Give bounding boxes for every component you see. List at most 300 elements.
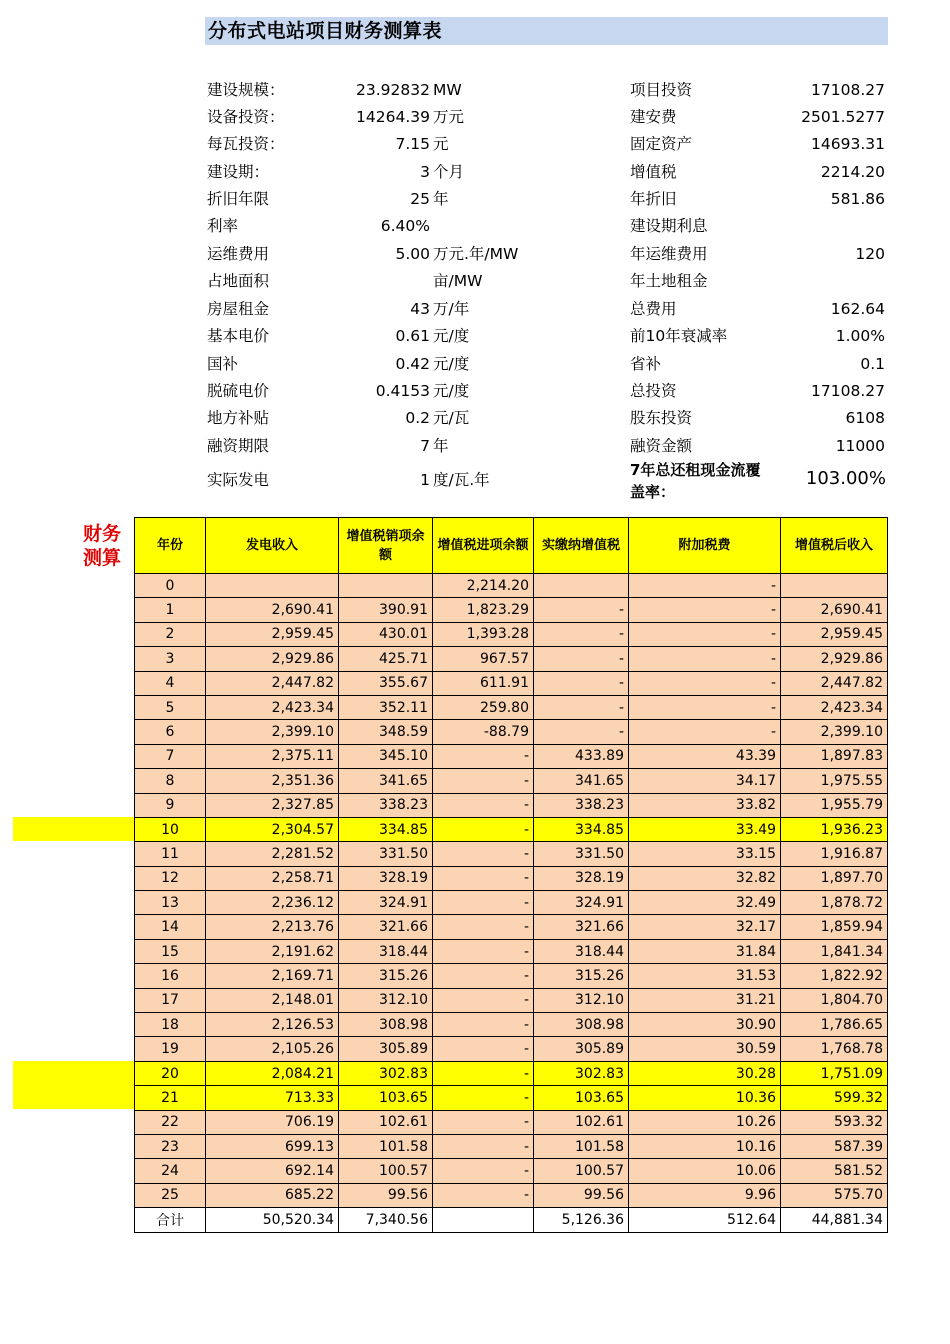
param-value: 43: [410, 300, 430, 318]
param-right-label: 年土地租金: [630, 272, 708, 290]
value-cell: 1,916.87: [781, 842, 888, 866]
value-cell: 1,786.65: [781, 1013, 888, 1037]
value-cell: 2,399.10: [781, 720, 888, 744]
param-label: 实际发电: [207, 471, 270, 489]
year-cell: 6: [135, 720, 206, 744]
param-label: 每瓦投资：: [207, 135, 285, 153]
value-cell: 2,959.45: [206, 622, 339, 646]
value-cell: 1,751.09: [781, 1061, 888, 1085]
param-right-label: 增值税: [630, 163, 677, 181]
year-cell: 1: [135, 598, 206, 622]
param-value: 0.4153: [375, 382, 430, 400]
param-value: 0.61: [395, 327, 430, 345]
value-cell: -: [629, 720, 781, 744]
table-row: [135, 1013, 888, 1037]
value-cell: 33.82: [629, 793, 781, 817]
value-cell: 2,148.01: [206, 988, 339, 1012]
year-cell: 19: [135, 1037, 206, 1061]
value-cell: 101.58: [534, 1134, 629, 1158]
value-cell: 1,841.34: [781, 939, 888, 963]
value-cell: 1,393.28: [433, 622, 534, 646]
coverage-label-cont: 盖率：: [630, 483, 676, 501]
param-right-value: 581.86: [830, 190, 885, 208]
value-cell: 101.58: [339, 1134, 433, 1158]
value-cell: 1,804.70: [781, 988, 888, 1012]
total-cell: 7,340.56: [339, 1208, 433, 1232]
value-cell: 338.23: [339, 793, 433, 817]
table-row: [135, 1183, 888, 1207]
table-row: [135, 647, 888, 671]
param-right-label: 股东投资: [630, 409, 693, 427]
param-unit: 元/度: [433, 355, 470, 373]
table-row: [135, 817, 888, 841]
value-cell: 99.56: [534, 1183, 629, 1207]
value-cell: 2,191.62: [206, 939, 339, 963]
value-cell: 2,105.26: [206, 1037, 339, 1061]
column-header: 实缴纳增值税: [534, 518, 629, 574]
param-value: 5.00: [395, 245, 430, 263]
value-cell: 100.57: [339, 1159, 433, 1183]
value-cell: 425.71: [339, 647, 433, 671]
year-cell: 8: [135, 769, 206, 793]
year-cell: 2: [135, 622, 206, 646]
value-cell: 2,423.34: [206, 695, 339, 719]
column-header: 年份: [135, 518, 206, 574]
param-right-value: 2501.5277: [801, 108, 885, 126]
value-cell: -: [629, 622, 781, 646]
value-cell: -: [629, 574, 781, 598]
value-cell: 2,375.11: [206, 744, 339, 768]
param-label: 房屋租金: [207, 300, 270, 318]
param-right-label: 省补: [630, 355, 662, 373]
param-label: 折旧年限: [207, 190, 270, 208]
value-cell: 30.28: [629, 1061, 781, 1085]
param-unit: 个月: [433, 163, 465, 181]
value-cell: 2,929.86: [206, 647, 339, 671]
param-right-label: 总费用: [630, 300, 677, 318]
param-value: 14264.39: [356, 108, 430, 126]
param-right-label: 建设期利息: [630, 217, 708, 235]
value-cell: 30.59: [629, 1037, 781, 1061]
value-cell: 575.70: [781, 1183, 888, 1207]
value-cell: 1,823.29: [433, 598, 534, 622]
value-cell: -: [534, 622, 629, 646]
table-row: [135, 671, 888, 695]
value-cell: 43.39: [629, 744, 781, 768]
param-label: 利率: [207, 217, 239, 235]
value-cell: -: [433, 769, 534, 793]
value-cell: 599.32: [781, 1086, 888, 1110]
total-cell: 5,126.36: [534, 1208, 629, 1232]
value-cell: 32.17: [629, 915, 781, 939]
param-value: 3: [420, 163, 430, 181]
year-cell: 13: [135, 891, 206, 915]
param-label: 占地面积: [207, 272, 270, 290]
table-row: [135, 1037, 888, 1061]
param-label: 融资期限: [207, 437, 270, 455]
year-cell: 5: [135, 695, 206, 719]
total-row: [135, 1208, 888, 1232]
year-cell: 22: [135, 1110, 206, 1134]
value-cell: 318.44: [534, 939, 629, 963]
value-cell: 321.66: [534, 915, 629, 939]
param-right-value: 162.64: [830, 300, 885, 318]
value-cell: 2,126.53: [206, 1013, 339, 1037]
year-cell: 18: [135, 1013, 206, 1037]
total-cell: [433, 1208, 534, 1232]
year-cell: 20: [135, 1061, 206, 1085]
column-header: 增值税进项余额: [433, 518, 534, 574]
value-cell: -: [534, 671, 629, 695]
value-cell: 31.53: [629, 964, 781, 988]
param-value: 0.42: [395, 355, 430, 373]
param-value: 1: [420, 471, 430, 489]
value-cell: 31.21: [629, 988, 781, 1012]
table-row: [135, 939, 888, 963]
table-row: [135, 720, 888, 744]
param-right-value: 11000: [835, 437, 885, 455]
value-cell: 345.10: [339, 744, 433, 768]
value-cell: 2,929.86: [781, 647, 888, 671]
value-cell: -: [629, 598, 781, 622]
value-cell: 318.44: [339, 939, 433, 963]
row-highlight-strip: [13, 817, 135, 841]
value-cell: -: [433, 817, 534, 841]
table-row: [135, 891, 888, 915]
year-cell: 3: [135, 647, 206, 671]
param-right-label: 项目投资: [630, 81, 693, 99]
value-cell: 10.16: [629, 1134, 781, 1158]
value-cell: 1,822.92: [781, 964, 888, 988]
column-header: 增值税销项余额: [339, 518, 433, 574]
value-cell: 34.17: [629, 769, 781, 793]
param-right-label: 固定资产: [630, 135, 693, 153]
value-cell: 324.91: [534, 891, 629, 915]
param-right-value: 120: [855, 245, 885, 263]
param-value: 0.2: [405, 409, 430, 427]
year-cell: 16: [135, 964, 206, 988]
value-cell: 341.65: [534, 769, 629, 793]
value-cell: 692.14: [206, 1159, 339, 1183]
param-value: 25: [410, 190, 430, 208]
value-cell: 341.65: [339, 769, 433, 793]
year-cell: 12: [135, 866, 206, 890]
table-row: [135, 598, 888, 622]
value-cell: 699.13: [206, 1134, 339, 1158]
value-cell: 1,936.23: [781, 817, 888, 841]
value-cell: -: [433, 964, 534, 988]
param-label: 建设期：: [207, 163, 270, 181]
param-right-value: 6108: [845, 409, 885, 427]
value-cell: 2,447.82: [781, 671, 888, 695]
value-cell: 355.67: [339, 671, 433, 695]
value-cell: 33.15: [629, 842, 781, 866]
value-cell: 2,258.71: [206, 866, 339, 890]
value-cell: -88.79: [433, 720, 534, 744]
total-label: 合计: [135, 1208, 206, 1232]
value-cell: 302.83: [339, 1061, 433, 1085]
param-label: 基本电价: [207, 327, 270, 345]
year-cell: 17: [135, 988, 206, 1012]
table-row: [135, 964, 888, 988]
value-cell: 102.61: [339, 1110, 433, 1134]
year-cell: 4: [135, 671, 206, 695]
value-cell: 1,897.83: [781, 744, 888, 768]
column-header: 附加税费: [629, 518, 781, 574]
value-cell: 1,859.94: [781, 915, 888, 939]
year-cell: 9: [135, 793, 206, 817]
value-cell: 328.19: [534, 866, 629, 890]
value-cell: 2,447.82: [206, 671, 339, 695]
value-cell: -: [433, 915, 534, 939]
param-label: 地方补贴: [207, 409, 270, 427]
value-cell: 305.89: [339, 1037, 433, 1061]
year-cell: 10: [135, 817, 206, 841]
year-cell: 15: [135, 939, 206, 963]
value-cell: 348.59: [339, 720, 433, 744]
value-cell: 32.49: [629, 891, 781, 915]
value-cell: 390.91: [339, 598, 433, 622]
side-label-line2: 测算: [82, 547, 121, 569]
year-cell: 14: [135, 915, 206, 939]
value-cell: -: [433, 1183, 534, 1207]
value-cell: 593.32: [781, 1110, 888, 1134]
table-header-row: [135, 518, 888, 574]
param-right-value: 1.00%: [835, 327, 885, 345]
param-right-value: 0.1: [860, 355, 885, 373]
table-row: [135, 915, 888, 939]
value-cell: 1,955.79: [781, 793, 888, 817]
year-cell: 11: [135, 842, 206, 866]
year-cell: 24: [135, 1159, 206, 1183]
param-right-label: 年折旧: [630, 190, 677, 208]
value-cell: -: [433, 939, 534, 963]
financial-table: [134, 517, 888, 1233]
value-cell: -: [629, 647, 781, 671]
year-cell: 0: [135, 574, 206, 598]
param-label: 国补: [207, 355, 239, 373]
year-cell: 7: [135, 744, 206, 768]
value-cell: 338.23: [534, 793, 629, 817]
table-row: [135, 988, 888, 1012]
value-cell: -: [433, 1037, 534, 1061]
value-cell: 685.22: [206, 1183, 339, 1207]
table-row: [135, 769, 888, 793]
param-unit: 元/瓦: [433, 409, 470, 427]
value-cell: 100.57: [534, 1159, 629, 1183]
value-cell: -: [534, 647, 629, 671]
value-cell: 33.49: [629, 817, 781, 841]
value-cell: 2,213.76: [206, 915, 339, 939]
param-unit: 元/度: [433, 327, 470, 345]
year-cell: 23: [135, 1134, 206, 1158]
value-cell: -: [534, 695, 629, 719]
param-unit: 亩/MW: [433, 272, 483, 290]
param-value: 23.92832: [356, 81, 430, 99]
value-cell: 433.89: [534, 744, 629, 768]
value-cell: 2,959.45: [781, 622, 888, 646]
value-cell: 305.89: [534, 1037, 629, 1061]
table-row: [135, 842, 888, 866]
param-right-value: 14693.31: [811, 135, 885, 153]
value-cell: 315.26: [534, 964, 629, 988]
value-cell: 328.19: [339, 866, 433, 890]
value-cell: -: [433, 1086, 534, 1110]
value-cell: 334.85: [339, 817, 433, 841]
param-unit: 年: [433, 437, 449, 455]
value-cell: 10.06: [629, 1159, 781, 1183]
value-cell: 308.98: [339, 1013, 433, 1037]
table-row: [135, 793, 888, 817]
value-cell: -: [629, 695, 781, 719]
value-cell: 2,169.71: [206, 964, 339, 988]
value-cell: 2,084.21: [206, 1061, 339, 1085]
value-cell: 2,327.85: [206, 793, 339, 817]
param-right-value: 17108.27: [811, 382, 885, 400]
value-cell: -: [534, 720, 629, 744]
value-cell: 99.56: [339, 1183, 433, 1207]
value-cell: -: [433, 1110, 534, 1134]
value-cell: 581.52: [781, 1159, 888, 1183]
value-cell: 31.84: [629, 939, 781, 963]
year-cell: 25: [135, 1183, 206, 1207]
param-unit: 度/瓦.年: [433, 471, 490, 489]
value-cell: [781, 574, 888, 598]
value-cell: 713.33: [206, 1086, 339, 1110]
value-cell: [534, 574, 629, 598]
value-cell: 1,878.72: [781, 891, 888, 915]
param-unit: 万/年: [433, 300, 470, 318]
row-highlight-strip: [13, 1061, 135, 1085]
row-highlight-strip: [13, 1085, 135, 1109]
value-cell: 102.61: [534, 1110, 629, 1134]
value-cell: 611.91: [433, 671, 534, 695]
value-cell: 312.10: [339, 988, 433, 1012]
table-row: [135, 1159, 888, 1183]
param-unit: 万元: [433, 108, 465, 126]
param-unit: 元: [433, 135, 449, 153]
table-row: [135, 622, 888, 646]
value-cell: 9.96: [629, 1183, 781, 1207]
value-cell: 967.57: [433, 647, 534, 671]
value-cell: 1,897.70: [781, 866, 888, 890]
value-cell: -: [433, 988, 534, 1012]
value-cell: 352.11: [339, 695, 433, 719]
table-row: [135, 1061, 888, 1085]
side-label: [78, 522, 126, 570]
value-cell: 308.98: [534, 1013, 629, 1037]
param-unit: MW: [433, 81, 462, 99]
value-cell: 2,423.34: [781, 695, 888, 719]
param-unit: 元/度: [433, 382, 470, 400]
value-cell: [339, 574, 433, 598]
value-cell: 324.91: [339, 891, 433, 915]
value-cell: -: [433, 1134, 534, 1158]
year-cell: 21: [135, 1086, 206, 1110]
column-header: 增值税后收入: [781, 518, 888, 574]
value-cell: -: [433, 744, 534, 768]
value-cell: 2,214.20: [433, 574, 534, 598]
value-cell: -: [534, 598, 629, 622]
side-label-line1: 财务: [82, 523, 121, 545]
value-cell: 103.65: [339, 1086, 433, 1110]
value-cell: 331.50: [339, 842, 433, 866]
value-cell: 321.66: [339, 915, 433, 939]
value-cell: -: [629, 671, 781, 695]
param-label: 建设规模：: [207, 81, 285, 99]
value-cell: 302.83: [534, 1061, 629, 1085]
param-unit: 万元.年/MW: [433, 245, 519, 263]
param-unit: 年: [433, 190, 449, 208]
table-row: [135, 1110, 888, 1134]
param-right-label: 融资金额: [630, 437, 693, 455]
value-cell: 103.65: [534, 1086, 629, 1110]
value-cell: 10.26: [629, 1110, 781, 1134]
value-cell: 32.82: [629, 866, 781, 890]
table-row: [135, 574, 888, 598]
param-right-value: 17108.27: [811, 81, 885, 99]
total-cell: 44,881.34: [781, 1208, 888, 1232]
value-cell: -: [433, 866, 534, 890]
param-right-label: 总投资: [630, 382, 677, 400]
param-right-label: 建安费: [630, 108, 677, 126]
value-cell: 30.90: [629, 1013, 781, 1037]
param-value: 7: [420, 437, 430, 455]
param-right-label: 年运维费用: [630, 245, 708, 263]
value-cell: [206, 574, 339, 598]
table-row: [135, 866, 888, 890]
table-row: [135, 1086, 888, 1110]
column-header: 发电收入: [206, 518, 339, 574]
value-cell: 1,768.78: [781, 1037, 888, 1061]
param-right-label: 前10年衰减率: [630, 327, 728, 345]
total-cell: 512.64: [629, 1208, 781, 1232]
value-cell: -: [433, 793, 534, 817]
value-cell: -: [433, 891, 534, 915]
total-cell: 50,520.34: [206, 1208, 339, 1232]
value-cell: 331.50: [534, 842, 629, 866]
value-cell: -: [433, 1159, 534, 1183]
value-cell: 2,399.10: [206, 720, 339, 744]
table-row: [135, 744, 888, 768]
value-cell: 587.39: [781, 1134, 888, 1158]
table-row: [135, 695, 888, 719]
value-cell: 2,236.12: [206, 891, 339, 915]
coverage-label: 7年总还租现金流覆: [630, 461, 761, 479]
value-cell: 2,690.41: [781, 598, 888, 622]
value-cell: 2,690.41: [206, 598, 339, 622]
value-cell: -: [433, 842, 534, 866]
value-cell: 312.10: [534, 988, 629, 1012]
value-cell: 10.36: [629, 1086, 781, 1110]
value-cell: 430.01: [339, 622, 433, 646]
value-cell: -: [433, 1013, 534, 1037]
value-cell: 2,351.36: [206, 769, 339, 793]
param-value: 7.15: [395, 135, 430, 153]
value-cell: 259.80: [433, 695, 534, 719]
table-row: [135, 1134, 888, 1158]
value-cell: -: [433, 1061, 534, 1085]
value-cell: 334.85: [534, 817, 629, 841]
param-label: 运维费用: [207, 245, 270, 263]
param-label: 脱硫电价: [207, 382, 270, 400]
value-cell: 1,975.55: [781, 769, 888, 793]
value-cell: 706.19: [206, 1110, 339, 1134]
parameter-panel: [0, 0, 950, 510]
param-label: 设备投资：: [207, 108, 285, 126]
page-title: 分布式电站项目财务测算表: [205, 17, 888, 45]
value-cell: 2,281.52: [206, 842, 339, 866]
